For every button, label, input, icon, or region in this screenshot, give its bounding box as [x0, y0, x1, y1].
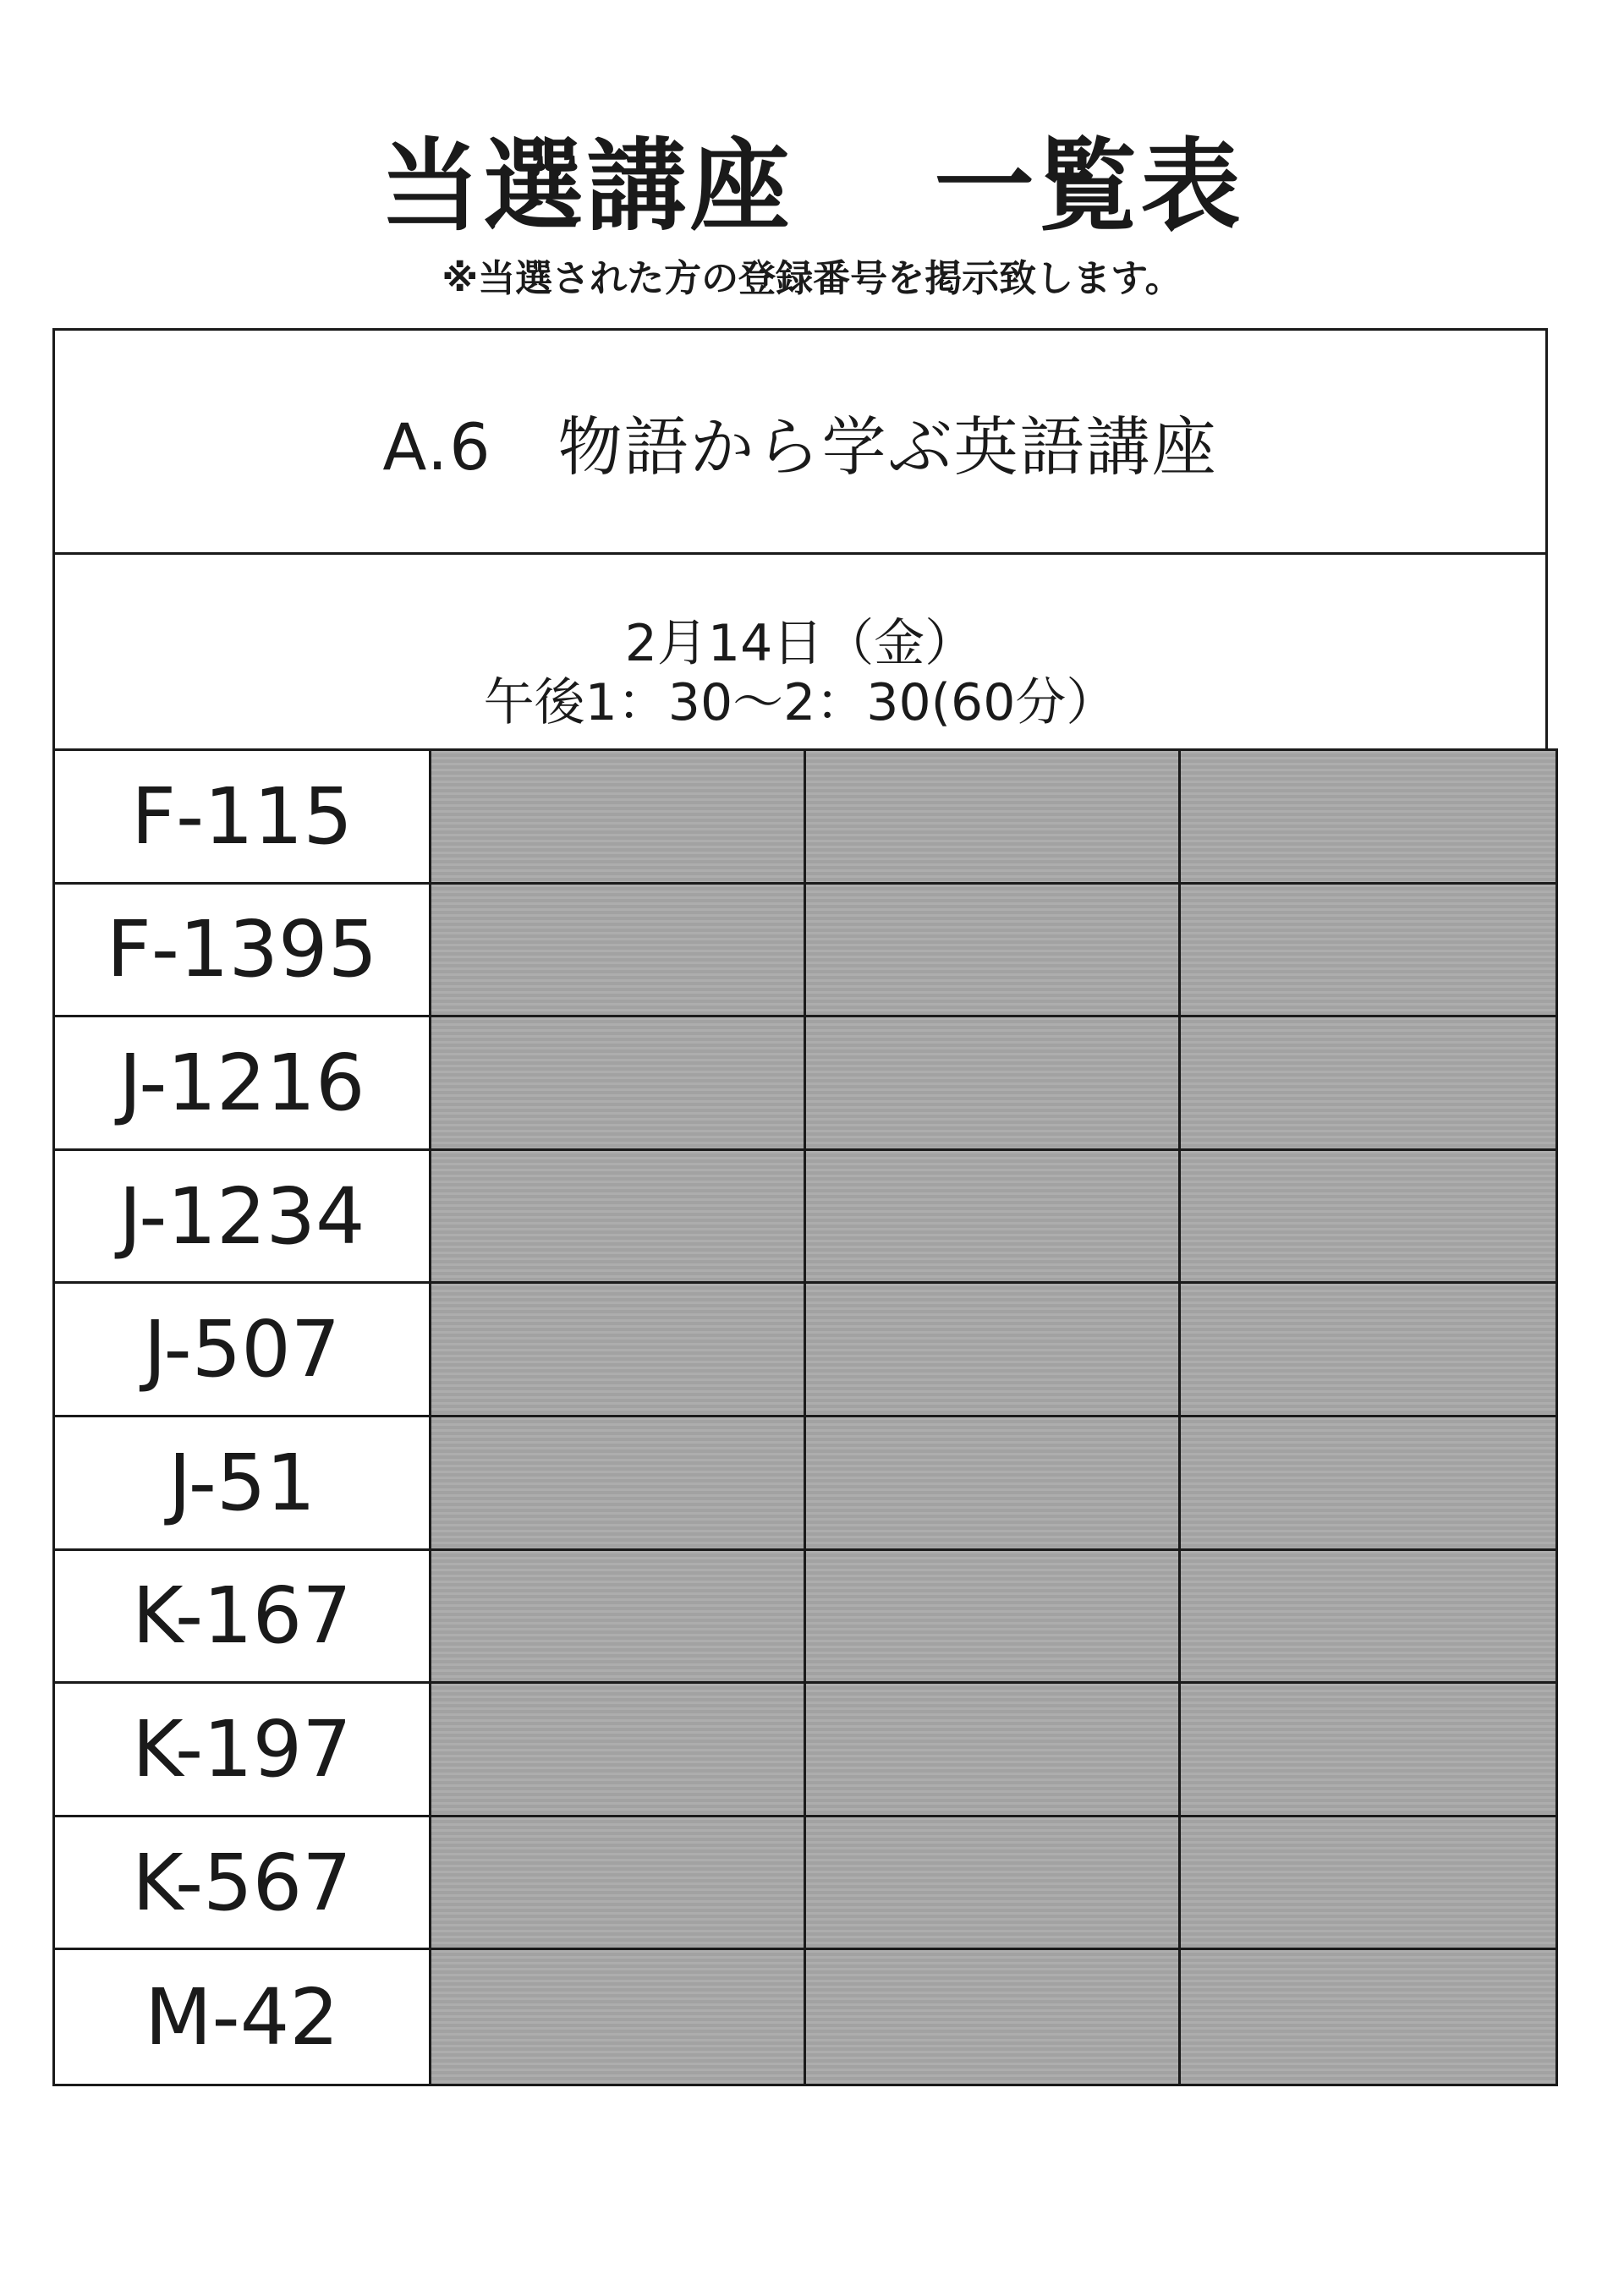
- redacted-cell: [806, 1817, 1181, 1951]
- registration-number: F-1395: [55, 885, 431, 1018]
- registration-number: K-567: [55, 1817, 431, 1951]
- redacted-cell: [1181, 1417, 1555, 1551]
- course-name: A.6 物語から学ぶ英語講座: [55, 331, 1545, 555]
- redacted-cell: [1181, 1950, 1555, 2084]
- redacted-cell: [1181, 1017, 1555, 1151]
- redacted-cell: [806, 751, 1181, 885]
- redacted-cell: [431, 1551, 806, 1685]
- redacted-cell: [431, 751, 806, 885]
- page-title: 当選講座 一覧表: [380, 128, 1244, 244]
- course-time: 午後1：30～2：30(60分）: [483, 673, 1117, 732]
- redacted-cell: [431, 1950, 806, 2084]
- registration-number: J-1216: [55, 1017, 431, 1151]
- redacted-cell: [806, 1417, 1181, 1551]
- registration-number: K-167: [55, 1551, 431, 1685]
- registration-number: F-115: [55, 751, 431, 885]
- registration-number: J-507: [55, 1284, 431, 1417]
- redacted-cell: [1181, 885, 1555, 1018]
- redacted-cell: [1181, 1151, 1555, 1285]
- redacted-cell: [431, 885, 806, 1018]
- redacted-cell: [431, 1017, 806, 1151]
- registration-number: K-197: [55, 1684, 431, 1817]
- registration-number: M-42: [55, 1950, 431, 2084]
- course-date: 2月14日（金）: [624, 614, 976, 673]
- redacted-cell: [431, 1284, 806, 1417]
- winners-table: [52, 748, 1558, 2086]
- redacted-cell: [806, 1551, 1181, 1685]
- redacted-cell: [431, 1684, 806, 1817]
- notice-text: ※当選された方の登録番号を掲示致します。: [442, 257, 1182, 300]
- course-schedule: [55, 555, 1545, 762]
- redacted-cell: [806, 1684, 1181, 1817]
- redacted-cell: [1181, 751, 1555, 885]
- registration-number: J-1234: [55, 1151, 431, 1285]
- course-frame: [52, 328, 1548, 759]
- redacted-cell: [806, 1151, 1181, 1285]
- redacted-cell: [1181, 1284, 1555, 1417]
- registration-number: J-51: [55, 1417, 431, 1551]
- redacted-cell: [1181, 1817, 1555, 1951]
- redacted-cell: [806, 885, 1181, 1018]
- redacted-cell: [431, 1417, 806, 1551]
- redacted-cell: [1181, 1551, 1555, 1685]
- redacted-cell: [431, 1151, 806, 1285]
- redacted-cell: [806, 1950, 1181, 2084]
- redacted-cell: [806, 1017, 1181, 1151]
- redacted-cell: [806, 1284, 1181, 1417]
- redacted-cell: [1181, 1684, 1555, 1817]
- redacted-cell: [431, 1817, 806, 1951]
